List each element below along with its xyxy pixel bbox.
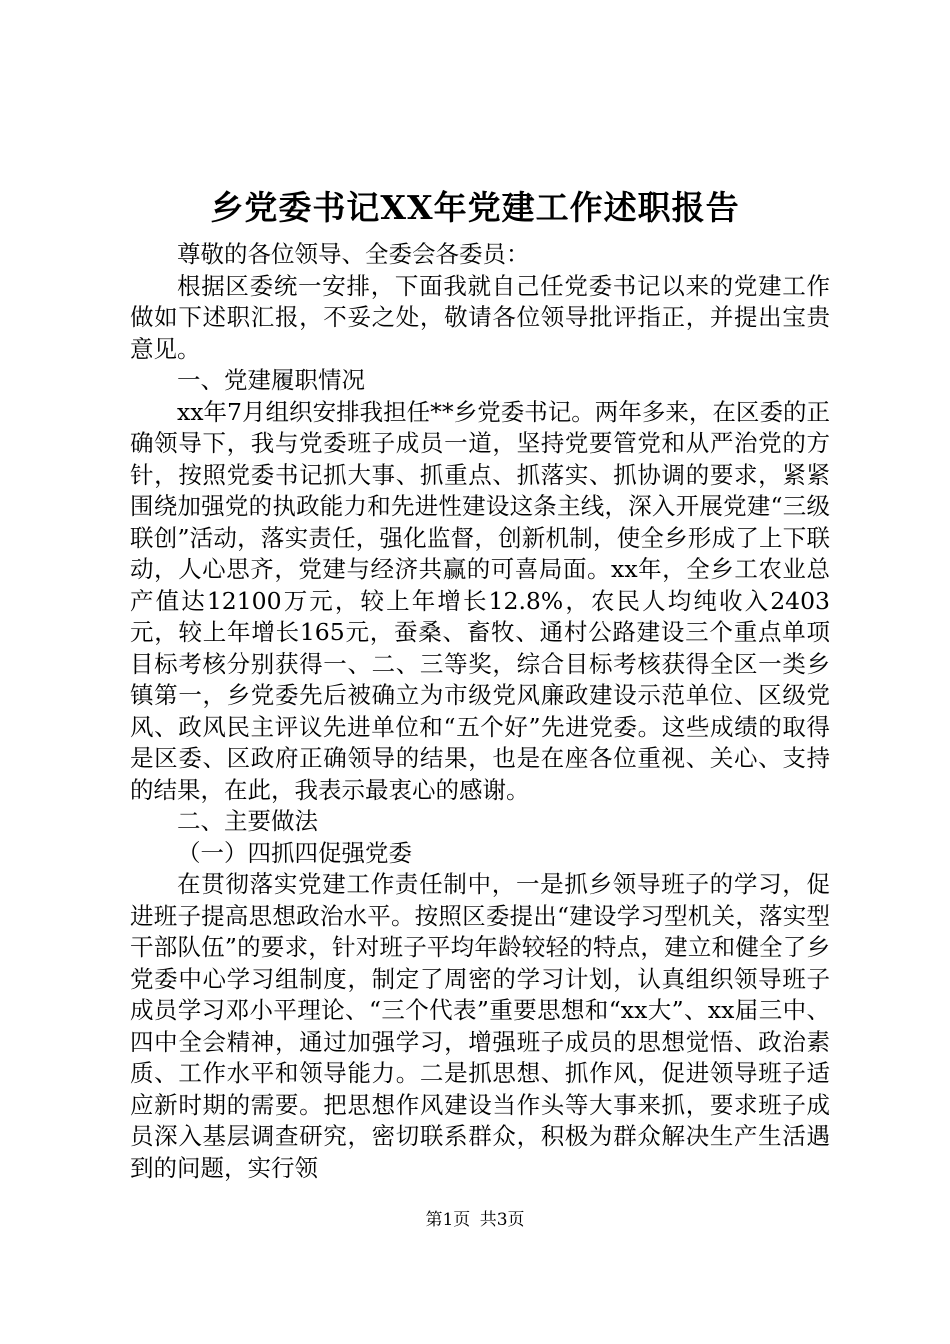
body-paragraph: 在贯彻落实党建工作责任制中，一是抓乡领导班子的学习，促进班子提高思想政治水平。按照区委提出“建设学习型机关，落实型干部队伍”的要求，针对班子平均年龄较轻的特点，建立和健全了乡党委中心学习组制度，制定了周密的学习计划，认真组织领导班子成员学习邓小平理论、“三个代表”重要思想和“xx大”、xx届三中、四中全会精神，通过加强学习，增强班子成员的思想觉悟、政治素质、工作水平和领导能力。二是抓思想、抓作风，促进领导班子适应新时期的需要。把思想作风建设当作头等大事来抓，要求班子成员深入基层调查研究，密切联系群众，积极为群众解决生产生活遇到的问题，实行领 xyxy=(130,870,830,1182)
document-body xyxy=(130,239,830,1184)
intro-paragraph: 根据区委统一安排，下面我就自己任党委书记以来的党建工作做如下述职汇报，不妥之处，敬请各位领导批评指正，并提出宝贵意见。 xyxy=(130,271,830,363)
section-heading: 一、党建履职情况 xyxy=(177,366,365,394)
body-paragraph: xx年7月组织安排我担任**乡党委书记。两年多来，在区委的正确领导下，我与党委班子成员一道，坚持党要管党和从严治党的方针，按照党委书记抓大事、抓重点、抓落实、抓协调的要求，紧紧围绕加强党的执政能力和先进性建设这条主线，深入开展党建“三级联创”活动，落实责任，强化监督，创新机制，使全乡形成了上下联动，人心思齐，党建与经济共赢的可喜局面。xx年，全乡工农业总产值达12100万元，较上年增长12.8%，农民人均纯收入2403元，较上年增长165元，蚕桑、畜牧、通村公路建设三个重点单项目标考核分别获得一、二、三等奖，综合目标考核获得全区一类乡镇第一，乡党委先后被确立为市级党风廉政建设示范单位、区级党风、政风民主评议先进单位和“五个好”先进党委。这些成绩的取得是区委、区政府正确领导的结果，也是在座各位重视、关心、支持的结果，在此，我表示最衷心的感谢。 xyxy=(130,397,830,804)
page-footer xyxy=(0,1208,950,1232)
page-number: 第1页 xyxy=(425,1210,471,1230)
salutation-paragraph: 尊敬的各位领导、全委会各委员： xyxy=(177,240,530,268)
page-total: 共3页 xyxy=(479,1210,525,1230)
subsection-heading: （一）四抓四促强党委 xyxy=(177,838,412,867)
section-heading: 二、主要做法 xyxy=(177,807,318,835)
document-title: 乡党委书记XX年党建工作述职报告 xyxy=(210,188,740,227)
